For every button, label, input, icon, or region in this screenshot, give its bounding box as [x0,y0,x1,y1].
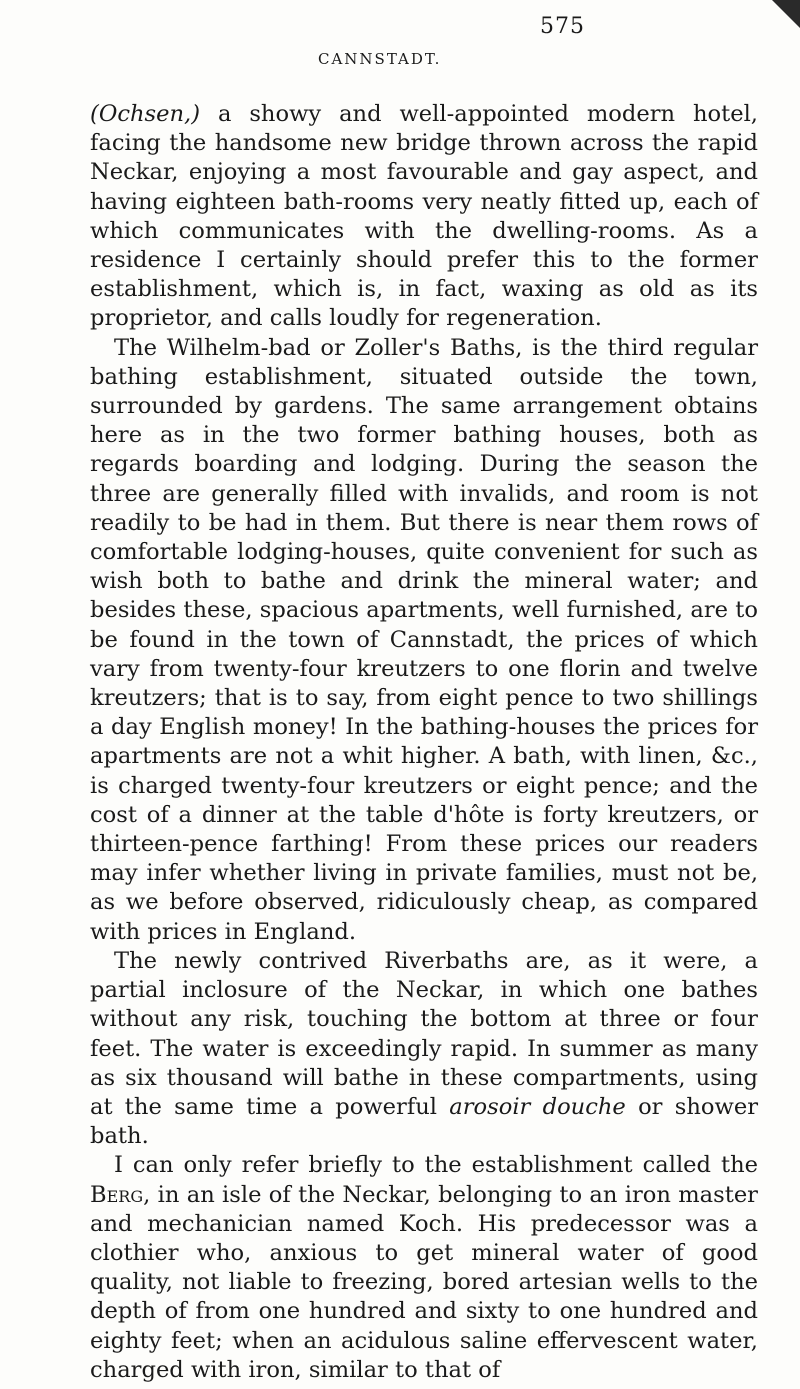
paragraph-riverbaths [90,947,758,1151]
page-number: 575 [540,14,585,39]
paragraph-wilhelm-bad [90,334,758,947]
running-head: CANNSTADT. [318,50,442,68]
douche-term: arosoir douche [449,1093,626,1120]
paragraph-text: a showy and well-appointed modern hotel, facing the handsome new bridge thrown across the rapid Neckar, enjoying a most favourable and gay aspect, and having eighteen bath-rooms very neatly fitted up, each of which communicates with the dwelling-rooms. As a residence I certainly should prefer this to the former establishment, which is, in fact, waxing as old as its proprietor, and calls loudly for regeneration. [90,101,758,332]
body-text [90,100,758,1385]
paragraph-text: , in an isle of the Neckar, belonging to an iron master and mechanician named Koch. His predecessor was a clothier who, anxious to get mineral water of good quality, not liable to freezing, bored artesian wells to the depth of from one hundred and sixty to one hundred and eighty feet; when an acidulous saline effervescent water, charged with iron, similar to that of [90,1181,758,1383]
hotel-name: (Ochsen,) [90,101,201,127]
page-corner-mark [754,0,800,46]
paragraph-text: or shower bath. [90,1093,758,1150]
paragraph-hotel-ochsen [90,100,758,334]
paragraph-berg [90,1151,758,1385]
paragraph-text: The newly contrived Riverbaths are, as it were, a partial inclosure of the Neckar, in which one bathes without any risk, touching the bottom at three or four feet. The water is exceedingly rapid. In summer as many as six thousand will bathe in these compartments, using at the same time a powerful [90,947,758,1120]
paragraph-text: The Wilhelm-bad or Zoller's Baths, is the third regular bathing establishment, situated outside the town, surrounded by gardens. The same arrangement obtains here as in the two former bathing houses, both as regards boarding and lodging. During the season the three are generally filled with invalids, and room is not readily to be had in them. But there is near them rows of comfortable lodging-houses, quite convenient for such as wish both to bathe and drink the mineral water; and besides these, spacious apartments, well furnished, are to be found in the town of Cannstadt, the prices of which vary from twenty-four kreutzers to one florin and twelve kreutzers; that is to say, from eight pence to two shillings a day English money! In the bathing-houses the prices for apartments are not a whit higher. A bath, with linen, &c., is charged twenty-four kreutzers or eight pence; and the cost of a dinner at the table d'hôte is forty kreutzers, or thirteen-pence farthing! From these prices our readers may infer whether living in private families, must not be, as we before observed, ridiculously cheap, as compared with prices in England. [90,334,758,945]
paragraph-text: I can only refer briefly to the establishment called the [114,1152,758,1179]
berg-name: Berg [90,1181,144,1208]
